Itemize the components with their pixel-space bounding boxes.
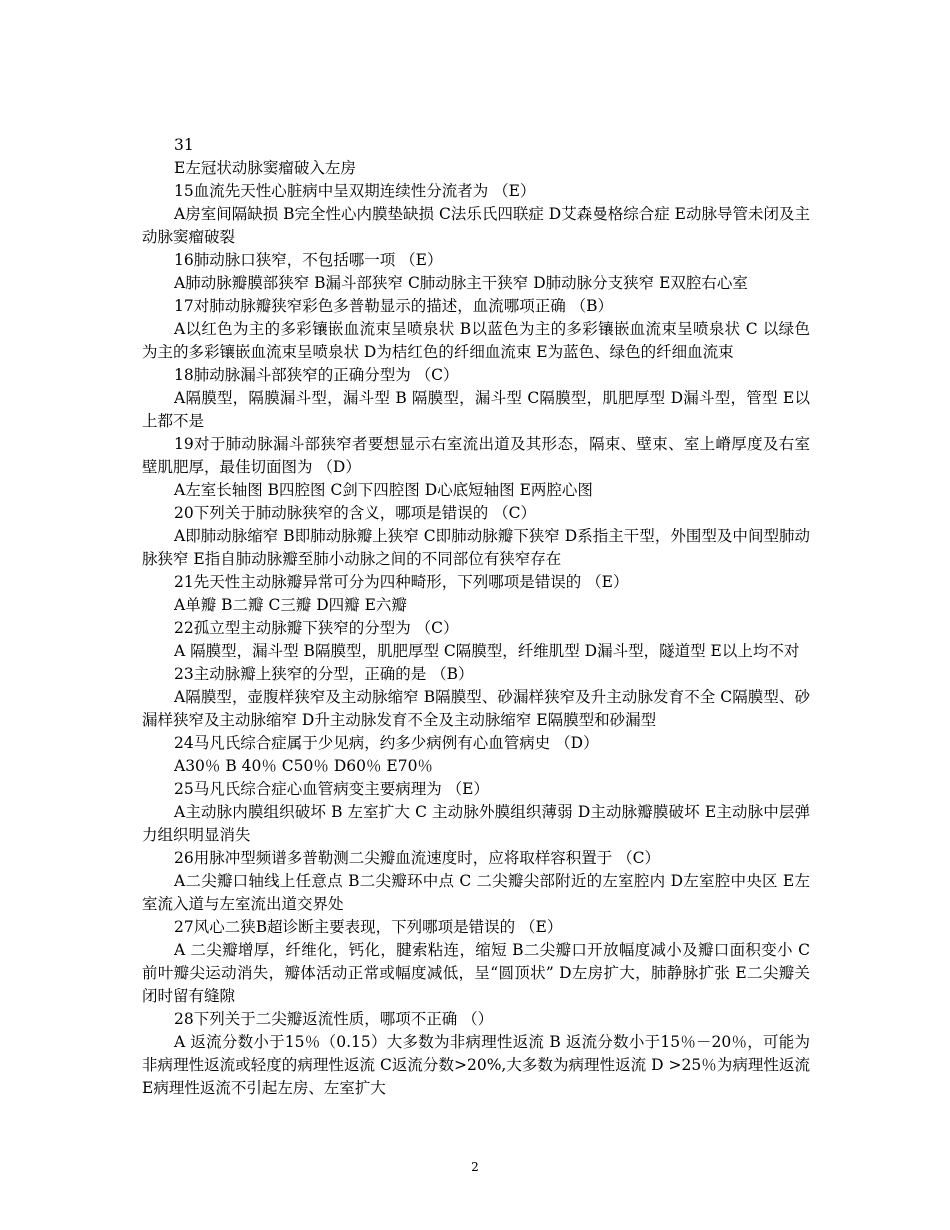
options-24: A30％ B 40％ C50％ D60％ E70％: [174, 757, 433, 775]
options-28: A 返流分数小于15％（0.15）大多数为非病理性返流 B 返流分数小于15％－20％，可能为非病理性返流或轻度的病理性返流 C返流分数>20%,大多数为病理性返流 D >25％为病理性返流 E病理性返流不引起左房、左室扩大: [142, 1033, 810, 1097]
question-19: 19对于肺动脉漏斗部狭窄者要想显示右室流出道及其形态，隔束、壁束、室上嵴厚度及右室壁肌肥厚，最佳切面图为 （D）: [142, 435, 810, 476]
answer-option-line: E左冠状动脉窦瘤破入左房: [174, 159, 356, 177]
options-18: A隔膜型，隔膜漏斗型，漏斗型 B 隔膜型，漏斗型 C隔膜型，肌肥厚型 D漏斗型，管型 E以上都不是: [142, 389, 810, 430]
question-23: 23主动脉瓣上狭窄的分型，正确的是 （B）: [174, 665, 474, 683]
options-19: A左室长轴图 B四腔图 C剑下四腔图 D心底短轴图 E两腔心图: [174, 481, 593, 499]
options-21: A单瓣 B二瓣 C三瓣 D四瓣 E六瓣: [174, 596, 407, 614]
question-28: 28下列关于二尖瓣返流性质，哪项不正确 （）: [174, 1010, 494, 1028]
options-27: A 二尖瓣增厚，纤维化，钙化，腱索粘连，缩短 B二尖瓣口开放幅度减小及瓣口面积变小 C前叶瓣尖运动消失，瓣体活动正常或幅度减低，呈“圆顶状” D左房扩大，肺静脉扩张 E二尖瓣关闭时留有缝隙: [142, 941, 810, 1005]
options-26: A二尖瓣口轴线上任意点 B二尖瓣环中点 C 二尖瓣尖部附近的左室腔内 D左室腔中央区 E左室流入道与左室流出道交界处: [142, 872, 810, 913]
question-22: 22孤立型主动脉瓣下狭窄的分型为 （C）: [174, 619, 459, 637]
question-20: 20下列关于肺动脉狭窄的含义，哪项是错误的 （C）: [174, 504, 537, 522]
question-16: 16肺动脉口狭窄，不包括哪一项 （E）: [174, 251, 443, 269]
question-25: 25马凡氏综合症心血管病变主要病理为 （E）: [174, 780, 489, 798]
question-15: 15血流先天性心脏病中呈双期连续性分流者为 （E）: [174, 182, 536, 200]
page-number: 2: [471, 1160, 479, 1174]
options-15: A房室间隔缺损 B完全性心内膜垫缺损 C法乐氏四联症 D艾森曼格综合症 E动脉导管未闭及主动脉窦瘤破裂: [142, 205, 810, 246]
options-16: A肺动脉瓣膜部狭窄 B漏斗部狭窄 C肺动脉主干狭窄 D肺动脉分支狭窄 E双腔右心室: [174, 274, 748, 292]
text-line-page-ref: 31: [174, 136, 194, 154]
options-23: A隔膜型，壶腹样狭窄及主动脉缩窄 B隔膜型、砂漏样狭窄及升主动脉发育不全 C隔膜型、砂漏样狭窄及主动脉缩窄 D升主动脉发育不全及主动脉缩窄 E隔膜型和砂漏型: [142, 688, 810, 729]
question-21: 21先天性主动脉瓣异常可分为四种畸形，下列哪项是错误的 （E）: [174, 573, 629, 591]
page-body: [142, 134, 810, 1100]
question-18: 18肺动脉漏斗部狭窄的正确分型为 （C）: [174, 366, 459, 384]
options-22: A 隔膜型，漏斗型 B隔膜型，肌肥厚型 C隔膜型，纤维肌型 D漏斗型，隧道型 E以上均不对: [174, 642, 800, 660]
question-27: 27风心二狭B超诊断主要表现，下列哪项是错误的 （E）: [174, 918, 563, 936]
options-20: A即肺动脉缩窄 B即肺动脉瓣上狭窄 C即肺动脉瓣下狭窄 D系指主干型，外围型及中间型肺动脉狭窄 E指自肺动脉瓣至肺小动脉之间的不同部位有狭窄存在: [142, 527, 810, 568]
question-26: 26用脉冲型频谱多普勒测二尖瓣血流速度时，应将取样容积置于 （C）: [174, 849, 661, 867]
options-17: A以红色为主的多彩镶嵌血流束呈喷泉状 B以蓝色为主的多彩镶嵌血流束呈喷泉状 C 以绿色为主的多彩镶嵌血流束呈喷泉状 D为桔红色的纤细血流束 E为蓝色、绿色的纤细血流束: [142, 320, 810, 361]
question-17: 17对肺动脉瓣狭窄彩色多普勒显示的描述，血流哪项正确 （B）: [174, 297, 614, 315]
question-24: 24马凡氏综合症属于少见病，约多少病例有心血管病史 （D）: [174, 734, 599, 752]
options-25: A主动脉内膜组织破坏 B 左室扩大 C 主动脉外膜组织薄弱 D主动脉瓣膜破坏 E主动脉中层弹力组织明显消失: [142, 803, 810, 844]
